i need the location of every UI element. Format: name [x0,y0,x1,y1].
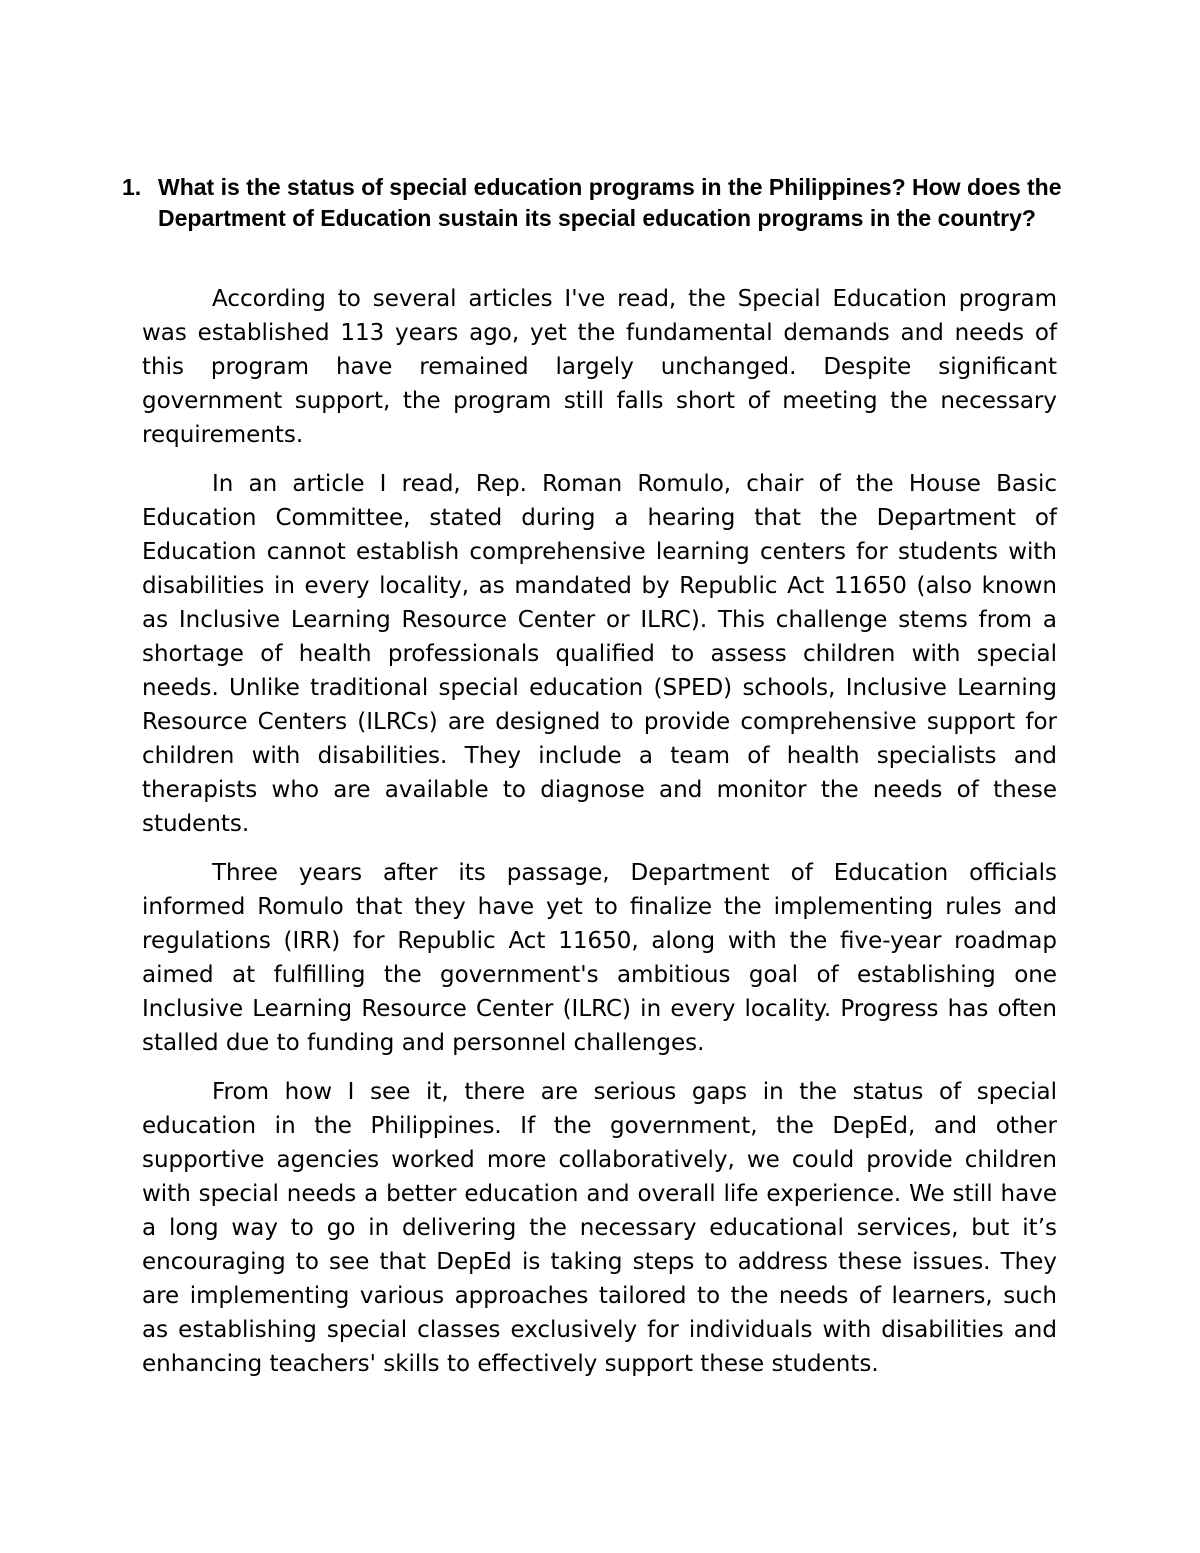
answer-body [142,282,1057,1396]
question-number: 1. [122,174,142,200]
question-item [122,172,1062,234]
answer-paragraph-2: In an article I read, Rep. Roman Romulo, chair of the House Basic Education Committee, stated during a hearing that the Department of Education cannot establish comprehensive learning centers for students with disabilities in every locality, as mandated by Republic Act 11650 (also known as Inclusive Learning Resource Center or ILRC). This challenge stems from a shortage of health professionals qualified to assess children with special needs. Unlike traditional special education (SPED) schools, Inclusive Learning Resource Centers (ILRCs) are designed to provide comprehensive support for children with disabilities. They include a team of health specialists and therapists who are available to diagnose and monitor the needs of these students. [142,471,1057,837]
question-text: What is the status of special education programs in the Philippines? How does the Department of Education sustain its special education programs in the country? [158,174,1062,231]
answer-paragraph-4: From how I see it, there are serious gaps in the status of special education in the Philippines. If the government, the DepEd, and other supportive agencies worked more collaboratively, we could provide children with special needs a better education and overall life experience. We still have a long way to go in delivering the necessary educational services, but it’s encouraging to see that DepEd is taking steps to address these issues. They are implementing various approaches tailored to the needs of learners, such as establishing special classes exclusively for individuals with disabilities and enhancing teachers' skills to effectively support these students. [142,1079,1057,1377]
answer-paragraph-3: Three years after its passage, Department of Education officials informed Romulo that they have yet to finalize the implementing rules and regulations (IRR) for Republic Act 11650, along with the five-year roadmap aimed at fulfilling the government's ambitious goal of establishing one Inclusive Learning Resource Center (ILRC) in every locality. Progress has often stalled due to funding and personnel challenges. [142,860,1057,1056]
answer-paragraph-1: According to several articles I've read, the Special Education program was established 113 years ago, yet the fundamental demands and needs of this program have remained largely unchanged. Despite significant government support, the program still falls short of meeting the necessary requirements. [142,286,1057,448]
